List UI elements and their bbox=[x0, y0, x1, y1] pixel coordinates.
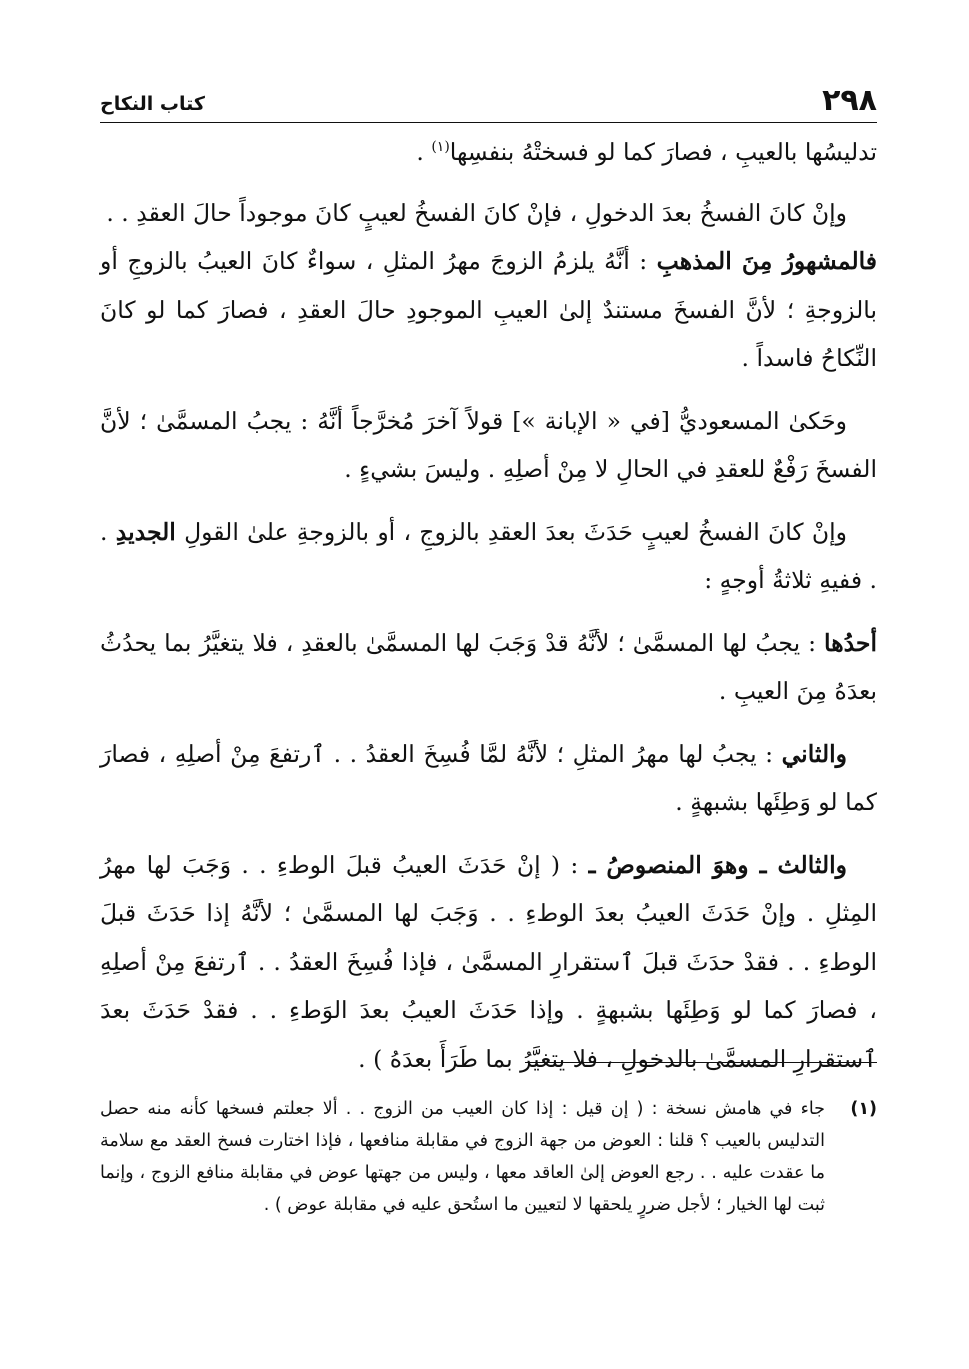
paragraph-5-text-a: وإنْ كانَ الفسخُ لعيبٍ حَدَثَ بعدَ العقدِ بالزوجِ ، أو بالزوجةِ علىٰ القولِ bbox=[175, 517, 847, 546]
page-number: ٢٩٨ bbox=[822, 83, 877, 118]
paragraph-1-end: . bbox=[416, 138, 432, 166]
footnote-reference: (١) bbox=[431, 139, 450, 156]
footnote-number: (١) bbox=[850, 1099, 877, 1119]
footnote bbox=[100, 1093, 877, 1221]
main-text bbox=[100, 128, 877, 1097]
paragraph-7-bold: والثاني bbox=[781, 739, 847, 768]
paragraph-3-text: : أنَّهُ يلزمُ الزوجَ مهرُ المثلِ ، سواءٌ كانَ العيبُ بالزوجِ أو بالزوجةِ ؛ لأنَّ الفسخَ مستندٌ إلىٰ العيبِ الموجودِ حالَ العقدِ ، فصارَ كما لو كانَ النِّكاحُ فاسداً . bbox=[100, 247, 877, 372]
header-rule bbox=[100, 122, 877, 123]
paragraph-4: وحَكىٰ المسعوديُّ [في « الإبانة »] قولاً آخرَ مُخرَّجاً أنَّهُ : يجبُ المسمَّىٰ ؛ لأنَّ الفسخَ رَفْعٌ للعقدِ في الحالِ لا مِنْ أصلِهِ . وليسَ بشيءٍ . bbox=[100, 406, 877, 483]
paragraph-7 bbox=[100, 730, 877, 827]
paragraph-6-bold: أحدُها bbox=[824, 628, 877, 657]
paragraph-8-text: : ( إنْ حَدَثَ العيبُ قبلَ الوطءِ . . وَجَبَ لها مهرُ المِثلِ . وإنْ حَدَثَ العيبُ بعدَ الوطءِ . . وَجَبَ لها المسمَّىٰ ؛ لأنَّهُ إذا حَدَثَ قبلَ الوطءِ . . فقدْ حدَثَ قبلَ ٱستقرارِ المسمَّىٰ ، فإذا فُسِخَ العقدُ . . ٱرتفعَ مِنْ أصلِهِ ، فصارَ كما لو وَطِئَها بشبهةٍ . وإذا حَدَثَ العيبُ بعدَ الوَطءِ . . فقدْ حَدَثَ بعدَ ٱستقرارِ المسمَّىٰ بالدخولِ ، فلا يتغيَّرُ بما طَرَأَ بعدَهُ ) . bbox=[100, 850, 877, 1073]
running-title: كتاب النكاح bbox=[100, 93, 205, 115]
paragraph-5-bold: الجديدِ bbox=[115, 517, 176, 546]
page-header bbox=[100, 78, 877, 118]
paragraph-6-text: : يجبُ لها المسمَّىٰ ؛ لأنَّهُ قدْ وَجَبَ لها المسمَّىٰ بالعقدِ ، فلا يتغيَّرُ بما يحدُثُ بعدَهُ مِنَ العيبِ . bbox=[100, 628, 877, 705]
paragraph-8 bbox=[100, 841, 877, 1084]
paragraph-5-text-b: . . ففيهِ ثلاثةُ أوجهٍ : bbox=[100, 517, 877, 594]
paragraph-5 bbox=[100, 508, 877, 605]
footnote-rule bbox=[525, 1062, 877, 1063]
footnote-text: جاء في هامش نسخة : ( إن قيل : إذا كان العيب من الزوج . . ألا جعلتم فسخها كأنه منه حصل التدليس بالعيب ؟ قلنا : العوض من جهة الزوج في مقابلة منافعها ، فإذا اختارت فسخ العقد مع سلامة ما عقدت عليه . . رجع العوض إلىٰ العاقد معها ، وليس من جهتها عوض في مقابلة منافع الزوج ، وإنما ثبت لها الخيار ؛ لأجل ضررٍ يلحقها لا لتعيين ما استُحق عليه في مقابلة عوض ) . bbox=[100, 1099, 825, 1215]
paragraph-1 bbox=[100, 128, 877, 177]
paragraph-1-text: تدليسُها بالعيبِ ، فصارَ كما لو فسختْهُ بنفسِها bbox=[449, 138, 877, 166]
paragraph-6 bbox=[100, 619, 877, 716]
paragraph-7-text: : يجبُ لها مهرُ المثلِ ؛ لأنَّهُ لمَّا فُسِخَ العقدُ . . ٱرتفعَ مِنْ أصلِهِ ، فصارَ كما لو وَطِئَها بشبهةٍ . bbox=[100, 739, 877, 816]
paragraph-2: وإنْ كانَ الفسخُ بعدَ الدخولِ ، فإنْ كانَ الفسخُ لعيبٍ كانَ موجوداً حالَ العقدِ . . bbox=[106, 198, 847, 227]
paragraph-3 bbox=[100, 237, 877, 383]
paragraph-3-bold: فالمشهورُ مِنَ المذهبِ bbox=[656, 247, 877, 275]
paragraph-8-bold: والثالث ـ وهوَ المنصوصُ ـ bbox=[588, 850, 847, 879]
